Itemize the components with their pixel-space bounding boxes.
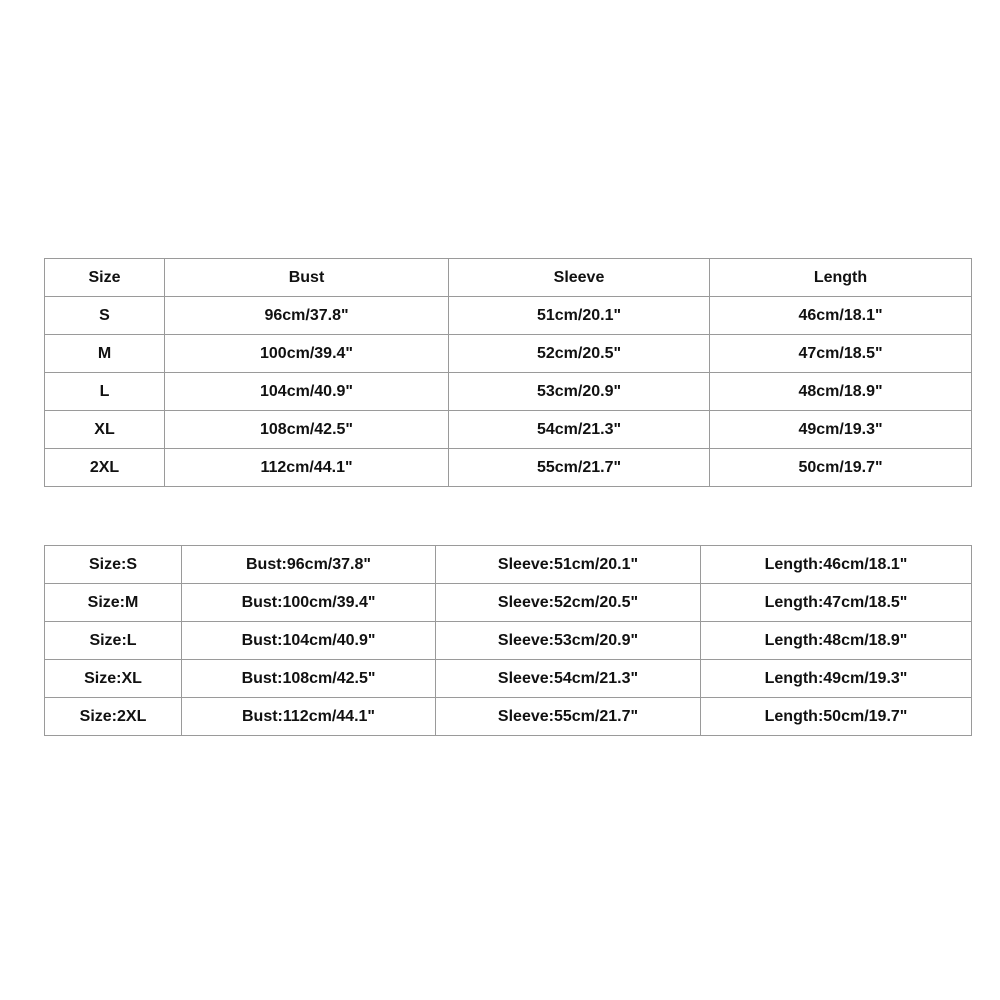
table-row bbox=[45, 584, 972, 622]
cell-length: 50cm/19.7" bbox=[710, 449, 972, 487]
cell-length: Length:48cm/18.9" bbox=[701, 622, 972, 660]
cell-size: Size:2XL bbox=[45, 698, 182, 736]
cell-size: Size:M bbox=[45, 584, 182, 622]
cell-size: L bbox=[45, 373, 165, 411]
cell-sleeve: Sleeve:54cm/21.3" bbox=[436, 660, 701, 698]
cell-sleeve: 55cm/21.7" bbox=[449, 449, 710, 487]
cell-bust: 108cm/42.5" bbox=[165, 411, 449, 449]
cell-sleeve: Sleeve:53cm/20.9" bbox=[436, 622, 701, 660]
cell-sleeve: 54cm/21.3" bbox=[449, 411, 710, 449]
cell-sleeve: Sleeve:55cm/21.7" bbox=[436, 698, 701, 736]
table-row bbox=[45, 335, 972, 373]
cell-length: 46cm/18.1" bbox=[710, 297, 972, 335]
cell-bust: Bust:96cm/37.8" bbox=[182, 546, 436, 584]
cell-sleeve: 53cm/20.9" bbox=[449, 373, 710, 411]
cell-sleeve: Sleeve:52cm/20.5" bbox=[436, 584, 701, 622]
size-chart-table-labeled bbox=[44, 545, 972, 736]
cell-bust: Bust:104cm/40.9" bbox=[182, 622, 436, 660]
cell-size: Size:XL bbox=[45, 660, 182, 698]
header-sleeve: Sleeve bbox=[449, 259, 710, 297]
cell-size: 2XL bbox=[45, 449, 165, 487]
cell-sleeve: 52cm/20.5" bbox=[449, 335, 710, 373]
cell-size: S bbox=[45, 297, 165, 335]
cell-length: Length:47cm/18.5" bbox=[701, 584, 972, 622]
cell-length: Length:49cm/19.3" bbox=[701, 660, 972, 698]
table-row bbox=[45, 449, 972, 487]
size-chart-table-columns bbox=[44, 258, 972, 487]
header-length: Length bbox=[710, 259, 972, 297]
table-row bbox=[45, 297, 972, 335]
cell-bust: Bust:108cm/42.5" bbox=[182, 660, 436, 698]
cell-size: M bbox=[45, 335, 165, 373]
table-row bbox=[45, 373, 972, 411]
cell-length: Length:46cm/18.1" bbox=[701, 546, 972, 584]
cell-size: Size:S bbox=[45, 546, 182, 584]
header-size: Size bbox=[45, 259, 165, 297]
cell-length: 49cm/19.3" bbox=[710, 411, 972, 449]
cell-bust: 104cm/40.9" bbox=[165, 373, 449, 411]
cell-size: XL bbox=[45, 411, 165, 449]
cell-size: Size:L bbox=[45, 622, 182, 660]
table-row bbox=[45, 546, 972, 584]
table-row bbox=[45, 622, 972, 660]
table-row bbox=[45, 698, 972, 736]
cell-bust: 96cm/37.8" bbox=[165, 297, 449, 335]
table-row bbox=[45, 411, 972, 449]
header-bust: Bust bbox=[165, 259, 449, 297]
cell-bust: Bust:100cm/39.4" bbox=[182, 584, 436, 622]
cell-bust: 112cm/44.1" bbox=[165, 449, 449, 487]
cell-bust: 100cm/39.4" bbox=[165, 335, 449, 373]
cell-length: Length:50cm/19.7" bbox=[701, 698, 972, 736]
cell-sleeve: 51cm/20.1" bbox=[449, 297, 710, 335]
cell-bust: Bust:112cm/44.1" bbox=[182, 698, 436, 736]
cell-length: 48cm/18.9" bbox=[710, 373, 972, 411]
cell-length: 47cm/18.5" bbox=[710, 335, 972, 373]
table-row bbox=[45, 660, 972, 698]
table-header-row bbox=[45, 259, 972, 297]
cell-sleeve: Sleeve:51cm/20.1" bbox=[436, 546, 701, 584]
